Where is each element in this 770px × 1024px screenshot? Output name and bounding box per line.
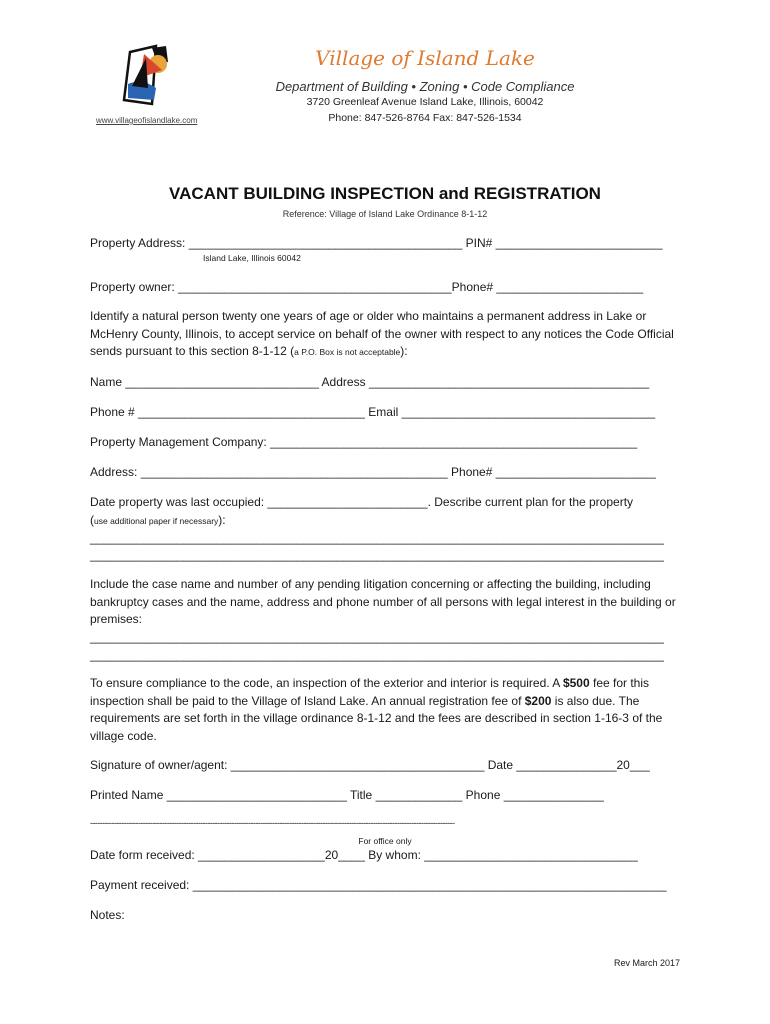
litigation-blank-line-2[interactable]: ______________________________________________________________________________________ xyxy=(90,648,664,662)
compliance-paragraph xyxy=(90,675,680,745)
compliance-text-a: To ensure compliance to the code, an inspection of the exterior and interior is required. A xyxy=(90,676,563,690)
litigation-blank-line-1[interactable]: ______________________________________________________________________________________ xyxy=(90,630,664,644)
compliance-text-b: fee for this inspection shall be paid to the Village of Island Lake. An annual registration fee of xyxy=(90,676,650,708)
identify-paragraph xyxy=(90,308,680,362)
date-received-field[interactable]: Date form received: ___________________20____ By whom: ________________________________ xyxy=(90,848,638,862)
payment-received-field[interactable]: Payment received: _______________________________________________________________________ xyxy=(90,878,667,892)
compliance-text-c: is also due. The requirements are set forth in the village ordinance 8-1-12 and the fees are described in section 1-16-3 of the village code. xyxy=(90,693,663,743)
property-address-field[interactable]: Property Address: _________________________________________ PIN# _________________________ xyxy=(90,236,663,250)
agent-name-address-field[interactable]: Name _____________________________ Address __________________________________________ xyxy=(90,375,650,389)
property-owner-field[interactable]: Property owner: _________________________________________Phone# ______________________ xyxy=(90,280,644,294)
agent-phone-email-field[interactable]: Phone # __________________________________ Email ______________________________________ xyxy=(90,405,656,419)
registration-fee: $200 xyxy=(524,693,552,708)
last-occupied-field[interactable]: Date property was last occupied: ________________________. Describe current plan for the property xyxy=(90,495,634,509)
identify-end: ): xyxy=(400,344,408,358)
signature-field[interactable]: Signature of owner/agent: ______________________________________ Date _______________20___ xyxy=(90,758,650,772)
ordinance-reference: Reference: Village of Island Lake Ordinance 8-1-12 xyxy=(282,209,488,219)
inspection-fee: $500 xyxy=(562,676,590,690)
additional-paper-note xyxy=(90,513,226,527)
office-address: 3720 Greenleaf Avenue Island Lake, Illinois, 60042 xyxy=(306,96,544,108)
island-lake-label: Island Lake, Illinois 60042 xyxy=(203,253,301,263)
plan-blank-line-1[interactable]: ______________________________________________________________________________________ xyxy=(90,531,664,545)
management-company-field[interactable]: Property Management Company: _______________________________________________________ xyxy=(90,435,638,449)
form-title: VACANT BUILDING INSPECTION and REGISTRATION xyxy=(169,184,601,203)
office-divider: -------------------------------------------------------------------------------------------------------------------------------------------------------- xyxy=(90,818,455,828)
notes-label: Notes: xyxy=(90,908,125,922)
litigation-paragraph: Include the case name and number of any pending litigation concerning or affecting the building, including bankruptcy cases and the name, address and phone number of all persons with legal interest in the building or premises: xyxy=(90,577,676,626)
paren-open: ( xyxy=(90,513,94,527)
plan-blank-line-2[interactable]: ______________________________________________________________________________________ xyxy=(90,548,664,562)
identify-text: Identify a natural person twenty one years of age or older who maintains a permanent address in Lake or McHenry County, Illinois, to accept service on behalf of the owner with respect to any notices the Code Official sends pursuant to this section 8-1-12 ( xyxy=(90,309,674,358)
additional-paper-text: use additional paper if necessary xyxy=(94,516,219,526)
village-name: Village of Island Lake xyxy=(315,46,535,70)
website-link[interactable]: www.villageofislandlake.com xyxy=(96,116,198,125)
office-phone: Phone: 847-526-8764 Fax: 847-526-1534 xyxy=(328,112,522,124)
management-address-field[interactable]: Address: ______________________________________________ Phone# ________________________ xyxy=(90,465,656,479)
printed-name-field[interactable]: Printed Name ___________________________ Title _____________ Phone _______________ xyxy=(90,788,604,802)
department-line: Department of Building • Zoning • Code Compliance xyxy=(275,79,575,94)
paren-close: ): xyxy=(218,513,226,527)
office-only-label: For office only xyxy=(358,836,412,846)
revision-date: Rev March 2017 xyxy=(614,958,681,968)
po-box-note: a P.O. Box is not acceptable xyxy=(294,347,401,357)
